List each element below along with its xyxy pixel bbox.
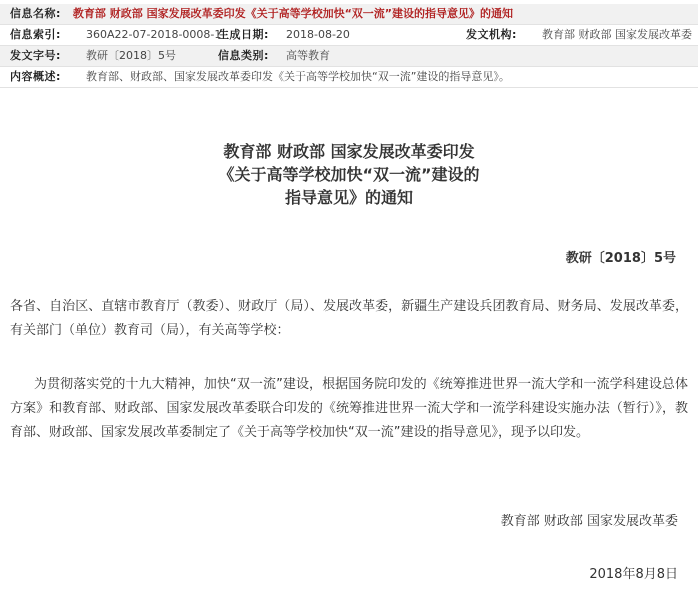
issuer-value: 教育部 财政部 国家发展改革委 bbox=[542, 28, 692, 41]
meta-row-title bbox=[0, 4, 698, 25]
date-label: 生成日期: bbox=[218, 28, 269, 41]
document-title-line-1: 教育部 财政部 国家发展改革委印发 bbox=[223, 142, 475, 161]
metadata-table bbox=[0, 4, 698, 88]
docno-value: 教研〔2018〕5号 bbox=[86, 49, 176, 62]
category-value: 高等教育 bbox=[286, 49, 330, 62]
meta-row-summary bbox=[0, 67, 698, 88]
document-number: 教研〔2018〕5号 bbox=[565, 251, 676, 266]
title-label: 信息名称: bbox=[10, 7, 61, 20]
date-value: 2018-08-20 bbox=[286, 28, 350, 41]
summary-value: 教育部、财政部、国家发展改革委印发《关于高等学校加快“双一流”建设的指导意见》。 bbox=[86, 70, 510, 83]
index-value: 360A22-07-2018-0008-1 bbox=[86, 28, 222, 41]
document-title-line-2: 《关于高等学校加快“双一流”建设的 bbox=[218, 165, 480, 184]
docno-label: 发文字号: bbox=[10, 49, 61, 62]
recipients-paragraph: 各省、自治区、直辖市教育厅（教委）、财政厅（局）、发展改革委，新疆生产建设兵团教育局、财务局、发展改革委，有关部门（单位）教育司（局），有关高等学校： bbox=[10, 299, 688, 338]
issue-date: 2018年8月8日 bbox=[589, 567, 678, 582]
summary-label: 内容概述: bbox=[10, 70, 61, 83]
meta-row-docno bbox=[0, 46, 698, 67]
signer: 教育部 财政部 国家发展改革委 bbox=[500, 514, 678, 529]
issuer-label: 发文机构: bbox=[466, 28, 517, 41]
meta-row-index bbox=[0, 25, 698, 46]
body-paragraph: 为贯彻落实党的十九大精神，加快“双一流”建设，根据国务院印发的《统筹推进世界一流大学和一流学科建设总体方案》和教育部、财政部、国家发展改革委联合印发的《统筹推进世界一流大学和一流学科建设实施办法（暂行）》，教育部、财政部、国家发展改革委制定了《关于高等学校加快“双一流”建设的指导意见》，现予以印发。 bbox=[10, 377, 688, 440]
title-value: 教育部 财政部 国家发展改革委印发《关于高等学校加快“双一流”建设的指导意见》的通知 bbox=[72, 7, 514, 20]
category-label: 信息类别: bbox=[218, 49, 269, 62]
index-label: 信息索引: bbox=[10, 28, 61, 41]
document-title-line-3: 指导意见》的通知 bbox=[284, 188, 413, 207]
